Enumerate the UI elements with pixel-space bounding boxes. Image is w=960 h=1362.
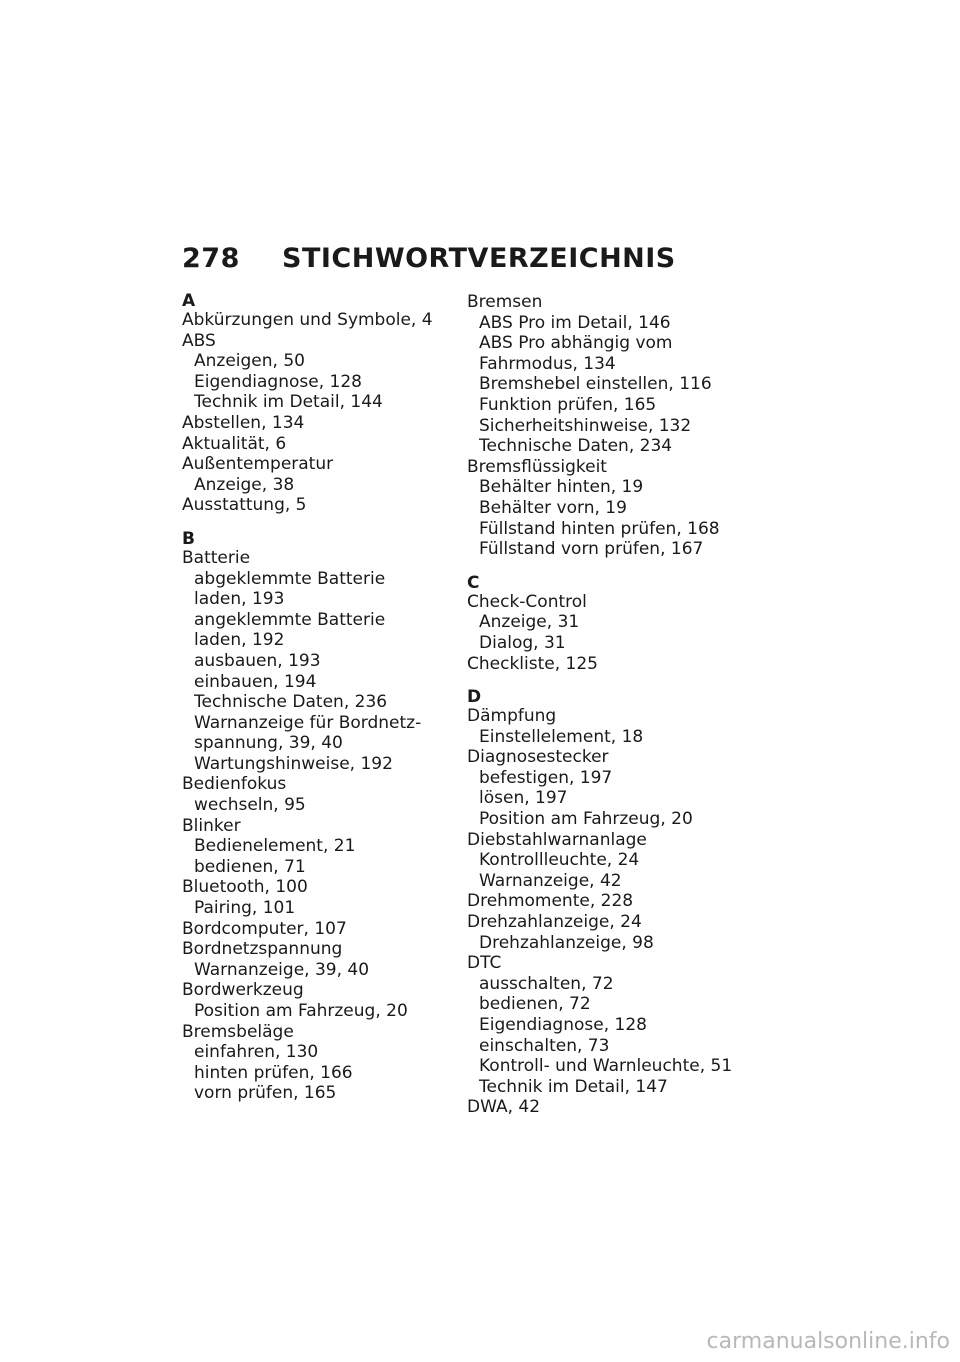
index-subentry: Warnanzeige für Bordnetz- <box>194 712 422 733</box>
index-subentry: Technik im Detail, 147 <box>479 1076 668 1097</box>
index-letter-heading: B <box>182 528 195 549</box>
index-entry: Drehmomente, 228 <box>467 891 634 912</box>
index-entry: Diagnosestecker <box>467 747 609 768</box>
index-entry: Check-Control <box>467 591 587 612</box>
index-subentry: Kontroll- und Warnleuchte, 51 <box>479 1056 733 1077</box>
index-subentry: Position am Fahrzeug, 20 <box>194 1001 408 1021</box>
index-subentry: Bremshebel einstellen, 116 <box>479 374 712 395</box>
index-entry: Bremsbeläge <box>182 1021 294 1042</box>
index-entry: Ausstattung, 5 <box>182 495 307 516</box>
index-subentry: Technik im Detail, 144 <box>194 392 383 413</box>
index-subentry: Technische Daten, 234 <box>479 436 673 457</box>
index-subentry: Eigendiagnose, 128 <box>479 1015 647 1035</box>
index-subentry: spannung, 39, 40 <box>194 733 343 754</box>
index-subentry: Einstellelement, 18 <box>479 726 644 747</box>
index-subentry: lösen, 197 <box>479 788 568 809</box>
watermark-text: carmanualsonline.info <box>706 1329 950 1354</box>
index-subentry: Position am Fahrzeug, 20 <box>479 809 693 830</box>
index-subentry: Dialog, 31 <box>479 632 566 653</box>
index-subentry: laden, 192 <box>194 630 285 651</box>
index-subentry: befestigen, 197 <box>479 767 613 788</box>
index-letter-heading: A <box>182 291 196 311</box>
index-subentry: laden, 193 <box>194 589 285 610</box>
index-subentry: vorn prüfen, 165 <box>194 1083 337 1104</box>
page-number: 278 <box>182 243 240 274</box>
index-subentry: abgeklemmte Batterie <box>194 568 386 589</box>
index-subentry: Anzeige, 38 <box>194 474 295 495</box>
index-entry: Bordwerkzeug <box>182 980 304 1001</box>
index-entry: Abstellen, 134 <box>182 412 305 433</box>
index-letter-heading: D <box>467 687 482 708</box>
index-subentry: einschalten, 73 <box>479 1035 610 1056</box>
index-entry: Aktualität, 6 <box>182 433 287 454</box>
index-subentry: ausbauen, 193 <box>194 650 321 671</box>
index-entry: Dämpfung <box>467 706 557 727</box>
index-subentry: einbauen, 194 <box>194 671 317 692</box>
index-entry: Drehzahlanzeige, 24 <box>467 912 642 933</box>
index-entry: Abkürzungen und Symbole, 4 <box>182 310 433 330</box>
index-subentry: angeklemmte Batterie <box>194 609 386 630</box>
index-letter-heading: C <box>467 572 480 593</box>
index-entry: Bremsen <box>467 292 543 312</box>
index-entry: Bordcomputer, 107 <box>182 918 347 939</box>
index-entry: Bluetooth, 100 <box>182 877 308 898</box>
index-subentry: Sicherheitshinweise, 132 <box>479 415 692 436</box>
index-entry: DWA, 42 <box>467 1097 541 1118</box>
index-entry: Batterie <box>182 547 251 568</box>
index-subentry: Behälter hinten, 19 <box>479 477 644 498</box>
index-subentry: Funktion prüfen, 165 <box>479 394 657 415</box>
index-subentry: Bedienelement, 21 <box>194 836 356 857</box>
page-title: STICHWORTVERZEICHNIS <box>282 243 676 274</box>
index-subentry: bedienen, 71 <box>194 856 306 877</box>
index-subentry: Anzeigen, 50 <box>194 351 305 372</box>
index-entry: Bordnetzspannung <box>182 939 343 960</box>
index-subentry: Wartungshinweise, 192 <box>194 753 393 774</box>
index-subentry: Füllstand hinten prüfen, 168 <box>479 518 720 539</box>
index-subentry: Eigendiagnose, 128 <box>194 371 362 392</box>
index-subentry: einfahren, 130 <box>194 1042 319 1063</box>
index-entry: ABS <box>182 330 216 351</box>
index-subentry: ABS Pro im Detail, 146 <box>479 312 671 333</box>
index-subentry: Kontrollleuchte, 24 <box>479 850 640 871</box>
index-subentry: Füllstand vorn prüfen, 167 <box>479 539 704 560</box>
index-subentry: ausschalten, 72 <box>479 973 614 994</box>
index-entry: Bedienfokus <box>182 774 287 795</box>
index-subentry: Warnanzeige, 39, 40 <box>194 959 370 980</box>
index-subentry: bedienen, 72 <box>479 994 591 1015</box>
index-entry: Checkliste, 125 <box>467 653 598 674</box>
index-entry: DTC <box>467 953 502 974</box>
index-subentry: Behälter vorn, 19 <box>479 497 627 518</box>
index-subentry: Anzeige, 31 <box>479 612 580 633</box>
index-entry: Bremsflüssigkeit <box>467 456 607 477</box>
index-subentry: ABS Pro abhängig vom <box>479 333 673 354</box>
index-subentry: Drehzahlanzeige, 98 <box>479 932 654 953</box>
index-column-right <box>467 292 747 1118</box>
index-entry: Blinker <box>182 815 241 836</box>
index-subentry: wechseln, 95 <box>194 795 306 816</box>
index-entry: Außentemperatur <box>182 454 334 475</box>
index-subentry: hinten prüfen, 166 <box>194 1062 353 1083</box>
index-subentry: Fahrmodus, 134 <box>479 353 616 374</box>
index-entry: Diebstahlwarnanlage <box>467 829 647 850</box>
index-subentry: Warnanzeige, 42 <box>479 870 622 891</box>
index-subentry: Technische Daten, 236 <box>194 692 388 713</box>
index-column-left <box>182 292 462 1104</box>
index-subentry: Pairing, 101 <box>194 898 296 919</box>
page-header <box>182 243 676 274</box>
